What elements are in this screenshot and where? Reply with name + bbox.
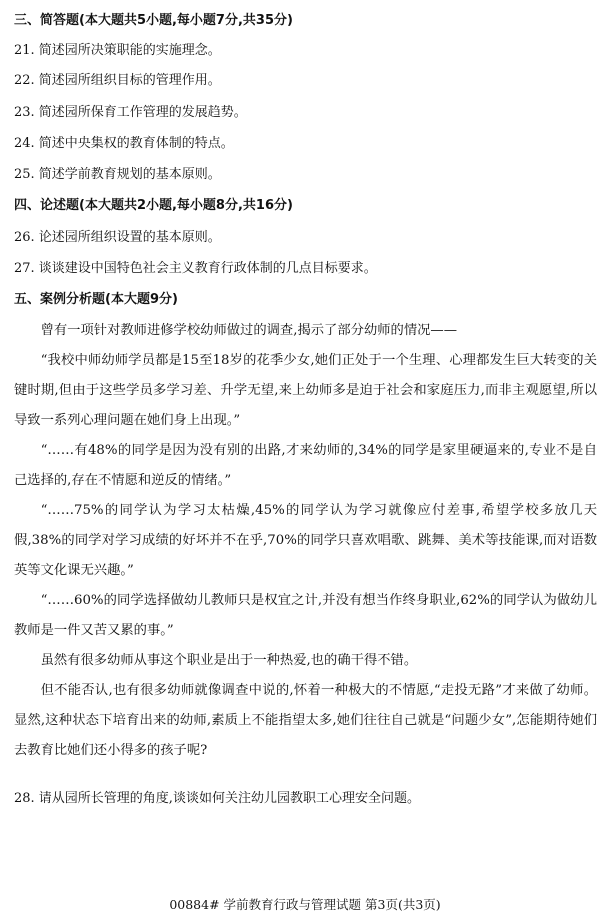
question-27: 27. 谈谈建设中国特色社会主义教育行政体制的几点目标要求。	[14, 261, 377, 276]
case-paragraph: “……有48%的同学是因为没有别的出路,才来幼师的,34%的同学是家里硬逼来的,专业不是自己选择的,存在不情愿和逆反的情绪。”	[14, 443, 597, 488]
section-heading-short-answer: 三、简答题(本大题共5小题,每小题7分,共35分)	[14, 13, 293, 28]
case-paragraph: “……75%的同学认为学习太枯燥,45%的同学认为学习就像应付差事,希望学校多放几天假,38%的同学对学习成绩的好坏并不在乎,70%的同学只喜欢唱歌、跳舞、美术等技能课,而对语数英等文化课无兴趣。”	[14, 503, 597, 578]
case-paragraph: “我校中师幼师学员都是15至18岁的花季少女,她们正处于一个生理、心理都发生巨大转变的关键时期,但由于这些学员多学习差、升学无望,来上幼师多是迫于社会和家庭压力,而非主观愿望,所以导致一系列心理问题在她们身上出现。”	[14, 353, 597, 428]
page-footer: 00884# 学前教育行政与管理试题 第3页(共3页)	[169, 897, 441, 912]
question-26: 26. 论述园所组织设置的基本原则。	[14, 230, 221, 245]
question-25: 25. 简述学前教育规划的基本原则。	[14, 167, 221, 182]
case-paragraph: 虽然有很多幼师从事这个职业是出于一种热爱,也的确干得不错。	[40, 653, 418, 668]
question-24: 24. 简述中央集权的教育体制的特点。	[14, 136, 234, 151]
question-23: 23. 简述园所保育工作管理的发展趋势。	[14, 105, 247, 120]
section-heading-case-analysis: 五、案例分析题(本大题9分)	[14, 292, 178, 307]
case-paragraph: 但不能否认,也有很多幼师就像调查中说的,怀着一种极大的不情愿,“走投无路”才来做了幼师。显然,这种状态下培育出来的幼师,素质上不能指望太多,她们往往自己就是“问题少女”,怎能期待她们去教育比她们还小得多的孩子呢?	[14, 683, 597, 758]
question-22: 22. 简述园所组织目标的管理作用。	[14, 73, 221, 88]
case-text	[14, 316, 597, 766]
case-paragraph: “……60%的同学选择做幼儿教师只是权宜之计,并没有想当作终身职业,62%的同学认为做幼儿教师是一件又苦又累的事。”	[14, 593, 597, 638]
section-heading-essay: 四、论述题(本大题共2小题,每小题8分,共16分)	[14, 198, 293, 213]
question-28: 28. 请从园所长管理的角度,谈谈如何关注幼儿园教职工心理安全问题。	[14, 791, 420, 806]
case-paragraph: 曾有一项针对教师进修学校幼师做过的调查,揭示了部分幼师的情况——	[40, 323, 458, 338]
question-21: 21. 简述园所决策职能的实施理念。	[14, 43, 221, 58]
